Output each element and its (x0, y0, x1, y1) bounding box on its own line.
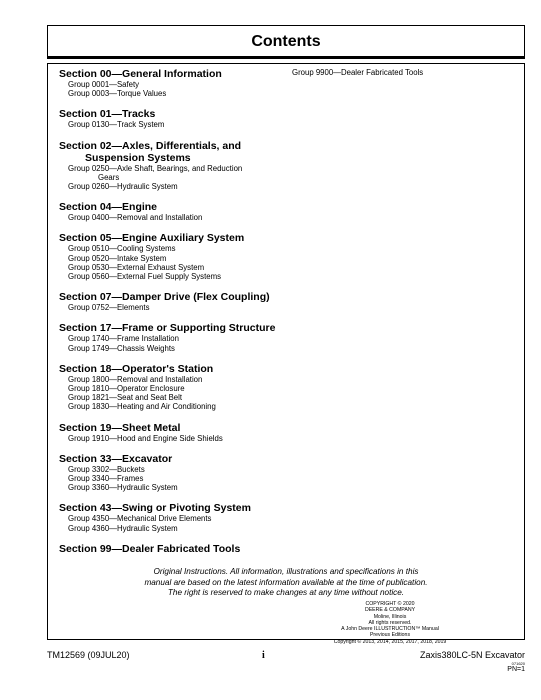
section-title[interactable]: Section 43—Swing or Pivoting System (59, 502, 251, 515)
group-item[interactable]: Group 0520—Intake System (68, 253, 167, 263)
instruction-line: manual are based on the latest information available at the time of publication. (144, 577, 428, 587)
copyright-line: DEERE & COMPANY (364, 607, 416, 614)
toc-section (59, 291, 279, 312)
group-item[interactable]: Group 4360—Hydraulic System (68, 523, 178, 533)
group-item[interactable]: Group 3340—Frames (68, 474, 144, 484)
group-item[interactable]: Group 0752—Elements (68, 303, 150, 313)
toc-section (59, 543, 279, 555)
instruction-line: The right is reserved to make changes at any time without notice. (167, 588, 405, 597)
group-item[interactable]: Group 1800—Removal and Installation (68, 374, 203, 384)
group-item[interactable]: Group 3360—Hydraulic System (68, 483, 178, 493)
group-item[interactable]: Group 9900—Dealer Fabricated Tools (292, 68, 424, 77)
group-item[interactable]: Group 0130—Track System (68, 120, 165, 130)
section-title[interactable]: Section 07—Damper Drive (Flex Coupling) (59, 291, 270, 304)
pn-number: PN=1 (507, 666, 525, 673)
section-title[interactable]: Section 00—General Information (59, 68, 222, 80)
toc-section (59, 502, 279, 532)
section-title[interactable]: Section 99—Dealer Fabricated Tools (59, 542, 241, 555)
toc-section (59, 68, 279, 98)
copyright-block (330, 601, 450, 645)
left-column (59, 68, 279, 565)
group-item[interactable]: Group 1740—Frame Installation (68, 334, 179, 344)
section-title[interactable]: Section 17—Frame or Supporting Structure (59, 322, 276, 335)
document-id: TM12569 (09JUL20) (47, 650, 130, 660)
section-title[interactable]: Section 18—Operator's Station (59, 362, 214, 375)
toc-section (59, 453, 279, 493)
copyright-line: Previous Editions (369, 632, 411, 639)
group-item[interactable]: Group 0400—Removal and Installation (68, 213, 203, 223)
section-title[interactable]: Section 33—Excavator (59, 452, 173, 465)
group-item[interactable]: Group 0003—Torque Values (68, 89, 167, 99)
group-item[interactable]: Group 0510—Cooling Systems (68, 244, 176, 254)
instruction-line: Original Instructions. All information, illustrations and specifications in this (153, 567, 419, 576)
copyright-line: Copyright © 2013, 2014, 2015, 2017, 2018, 2019 (333, 638, 447, 645)
group-item[interactable]: Group 3302—Buckets (68, 464, 145, 474)
toc-section (59, 322, 279, 352)
section-title[interactable]: Section 02—Axles, Differentials, and Suspension Systems (59, 139, 242, 164)
original-instructions (100, 567, 472, 599)
group-item[interactable]: Group 4350—Mechanical Drive Elements (68, 514, 212, 524)
group-item[interactable]: Group 0260—Hydraulic System (68, 182, 178, 192)
title-box (47, 25, 525, 59)
date-code: 071620 (511, 661, 525, 666)
copyright-line: A John Deere ILLUSTRUCTION™ Manual (341, 626, 439, 633)
copyright-line: All rights reserved. (368, 619, 412, 626)
group-item[interactable]: Group 1830—Heating and Air Conditioning (68, 402, 216, 412)
group-item[interactable]: Group 1821—Seat and Seat Belt (68, 393, 182, 403)
group-item[interactable]: Group 0001—Safety (68, 80, 140, 89)
group-item[interactable]: Group 1910—Hood and Engine Side Shields (68, 433, 223, 443)
toc-section (59, 363, 279, 412)
toc-section (59, 232, 279, 281)
page-title: Contents (251, 33, 321, 50)
toc-section (59, 108, 279, 129)
section-title[interactable]: Section 04—Engine (59, 201, 158, 214)
group-item[interactable]: Group 0530—External Exhaust System (68, 262, 205, 272)
copyright-line: COPYRIGHT © 2020 (365, 601, 415, 607)
section-title[interactable]: Section 19—Sheet Metal (59, 421, 181, 434)
toc-section (59, 422, 279, 443)
toc-section (59, 140, 279, 192)
toc-section (59, 201, 279, 222)
right-column (292, 68, 492, 77)
section-title[interactable]: Section 05—Engine Auxiliary System (59, 232, 245, 245)
group-item[interactable]: Group 0560—External Fuel Supply Systems (68, 272, 221, 282)
group-item[interactable]: Group 1749—Chassis Weights (68, 343, 175, 353)
machine-model: Zaxis380LC-5N Excavator (419, 650, 525, 660)
group-item[interactable]: Group 1810—Operator Enclosure (68, 384, 185, 394)
group-item[interactable]: Group 0250—Axle Shaft, Bearings, and Reduction Gears (68, 163, 243, 182)
section-title[interactable]: Section 01—Tracks (59, 108, 156, 121)
copyright-line: Moline, Illinois (373, 613, 407, 620)
page-number: i (262, 650, 265, 661)
